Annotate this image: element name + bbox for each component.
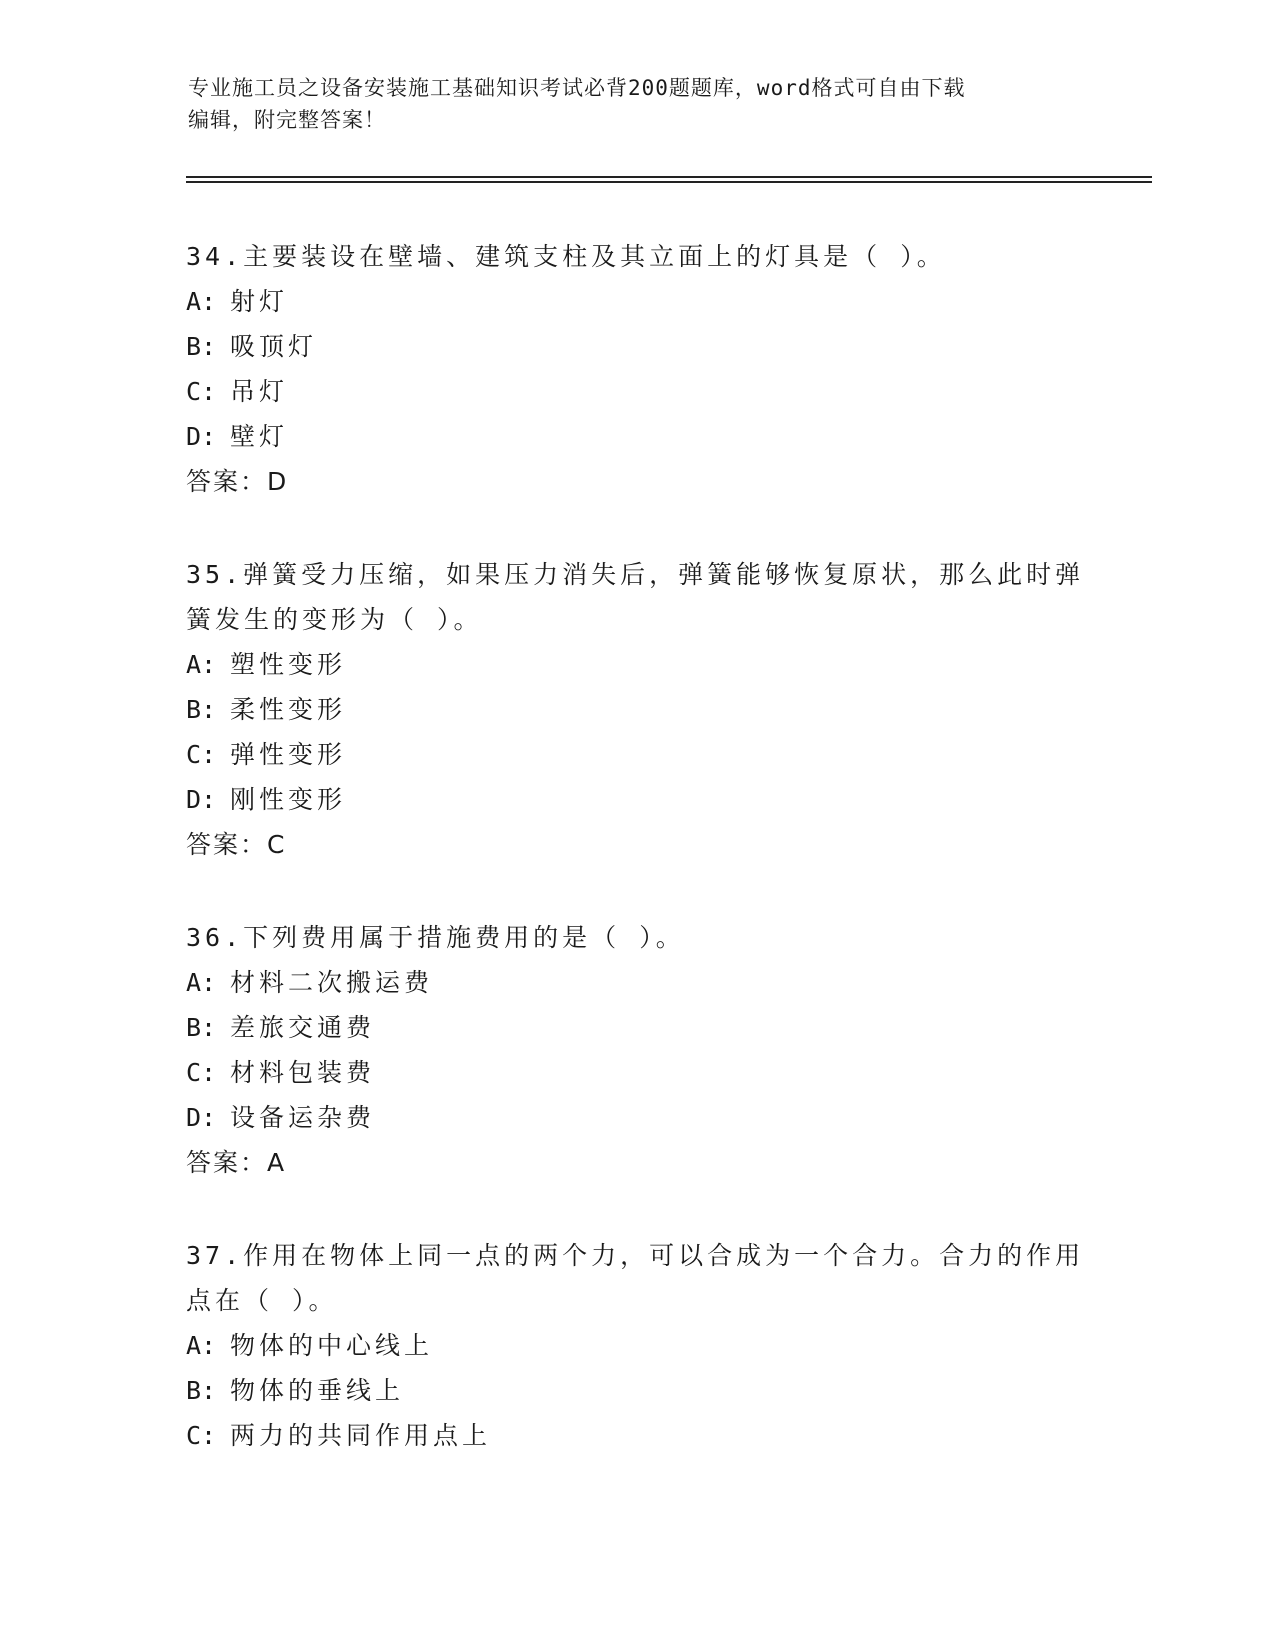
option-text: 弹性变形 bbox=[230, 740, 347, 769]
option-text: 柔性变形 bbox=[230, 695, 347, 724]
header-rule-bottom bbox=[186, 181, 1152, 183]
option-label: A: bbox=[186, 650, 217, 679]
option-b bbox=[186, 1368, 1086, 1413]
option-label: A: bbox=[186, 1331, 217, 1360]
option-c bbox=[186, 369, 1086, 414]
option-b bbox=[186, 324, 1086, 369]
option-text: 两力的共同作用点上 bbox=[230, 1421, 492, 1450]
option-d bbox=[186, 414, 1086, 459]
option-label: D: bbox=[186, 1103, 217, 1132]
option-text: 塑性变形 bbox=[230, 650, 347, 679]
option-text: 射灯 bbox=[230, 287, 289, 316]
answer: 答案：C bbox=[186, 830, 287, 859]
option-text: 材料二次搬运费 bbox=[230, 968, 434, 997]
option-text: 差旅交通费 bbox=[230, 1013, 376, 1042]
option-d bbox=[186, 777, 1086, 822]
question-list bbox=[186, 234, 1086, 1506]
option-text: 刚性变形 bbox=[230, 785, 347, 814]
option-label: C: bbox=[186, 1058, 217, 1087]
option-label: B: bbox=[186, 1013, 217, 1042]
question-text: 34.主要装设在壁墙、建筑支柱及其立面上的灯具是（ ）。 bbox=[186, 242, 946, 271]
option-text: 吊灯 bbox=[230, 377, 289, 406]
question-34 bbox=[186, 234, 1086, 504]
option-label: B: bbox=[186, 1376, 217, 1405]
option-label: C: bbox=[186, 1421, 217, 1450]
option-d bbox=[186, 1095, 1086, 1140]
question-text-continued: 点在（ ）。 bbox=[186, 1286, 338, 1315]
header-line-1: 专业施工员之设备安装施工基础知识考试必背200题题库，word格式可自由下载 bbox=[188, 76, 966, 100]
option-text: 设备运杂费 bbox=[230, 1103, 376, 1132]
question-text: 35.弹簧受力压缩，如果压力消失后，弹簧能够恢复原状，那么此时弹 bbox=[186, 560, 1085, 589]
option-c bbox=[186, 732, 1086, 777]
option-label: D: bbox=[186, 785, 217, 814]
answer: 答案：D bbox=[186, 467, 289, 496]
option-a bbox=[186, 960, 1086, 1005]
option-a bbox=[186, 1323, 1086, 1368]
option-label: A: bbox=[186, 287, 217, 316]
option-c bbox=[186, 1413, 1086, 1458]
option-text: 材料包装费 bbox=[230, 1058, 376, 1087]
option-b bbox=[186, 1005, 1086, 1050]
answer: 答案：A bbox=[186, 1148, 287, 1177]
option-label: B: bbox=[186, 332, 217, 361]
question-text: 36.下列费用属于措施费用的是（ ）。 bbox=[186, 923, 685, 952]
document-header bbox=[188, 72, 1088, 136]
option-text: 物体的中心线上 bbox=[230, 1331, 434, 1360]
option-a bbox=[186, 279, 1086, 324]
option-label: C: bbox=[186, 740, 217, 769]
option-b bbox=[186, 687, 1086, 732]
option-label: D: bbox=[186, 422, 217, 451]
question-37 bbox=[186, 1233, 1086, 1458]
option-text: 吸顶灯 bbox=[230, 332, 318, 361]
question-text: 37.作用在物体上同一点的两个力，可以合成为一个合力。合力的作用 bbox=[186, 1241, 1085, 1270]
question-35 bbox=[186, 552, 1086, 867]
option-label: B: bbox=[186, 695, 217, 724]
option-c bbox=[186, 1050, 1086, 1095]
option-text: 物体的垂线上 bbox=[230, 1376, 405, 1405]
option-label: A: bbox=[186, 968, 217, 997]
header-line-2: 编辑，附完整答案！ bbox=[188, 108, 386, 132]
question-text-continued: 簧发生的变形为（ ）。 bbox=[186, 605, 483, 634]
question-36 bbox=[186, 915, 1086, 1185]
option-label: C: bbox=[186, 377, 217, 406]
option-text: 壁灯 bbox=[230, 422, 289, 451]
option-a bbox=[186, 642, 1086, 687]
header-rule-top bbox=[186, 176, 1152, 178]
